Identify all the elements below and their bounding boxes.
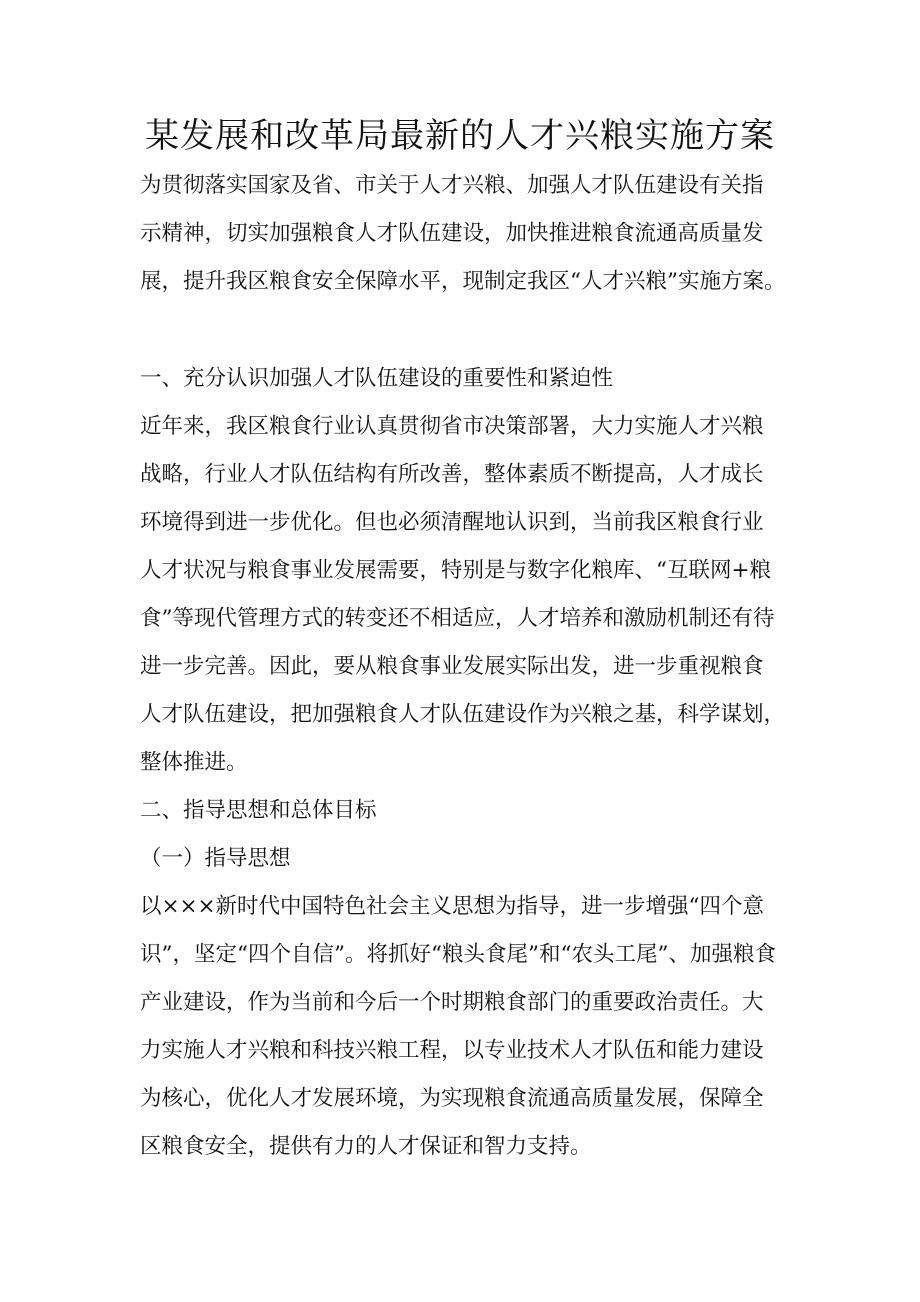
paragraph-line: 人才队伍建设，把加强粮食人才队伍建设作为兴粮之基，科学谋划， — [140, 702, 786, 727]
paragraph-line: 近年来，我区粮食行业认真贯彻省市决策部署，大力实施人才兴粮 — [140, 414, 764, 439]
paragraph-line: 人才状况与粮食事业发展需要，特别是与数字化粮库、“互联网+粮 — [140, 558, 772, 583]
paragraph-line: 力实施人才兴粮和科技兴粮工程，以专业技术人才队伍和能力建设 — [140, 1038, 764, 1063]
document-title: 某发展和改革局最新的人才兴粮实施方案 — [145, 116, 775, 156]
paragraph-line: 整体推进。 — [140, 750, 248, 775]
paragraph-line: 区粮食安全，提供有力的人才保证和智力支持。 — [140, 1134, 592, 1159]
section-heading: 一、充分认识加强人才队伍建设的重要性和紧迫性 — [140, 366, 614, 391]
paragraph-line: 环境得到进一步优化。但也必须清醒地认识到，当前我区粮食行业 — [140, 510, 764, 535]
intro-line: 示精神，切实加强粮食人才队伍建设，加快推进粮食流通高质量发 — [140, 221, 764, 246]
paragraph-line: 战略，行业人才队伍结构有所改善，整体素质不断提高，人才成长 — [140, 462, 764, 487]
paragraph-line: 食”等现代管理方式的转变还不相适应，人才培养和激励机制还有待 — [140, 606, 775, 631]
paragraph-line: 进一步完善。因此，要从粮食事业发展实际出发，进一步重视粮食 — [140, 654, 764, 679]
subsection-heading: （一）指导思想 — [140, 846, 291, 871]
paragraph-line: 以×××新时代中国特色社会主义思想为指导，进一步增强“四个意 — [140, 894, 765, 919]
intro-line: 为贯彻落实国家及省、市关于人才兴粮、加强人才队伍建设有关指 — [140, 173, 764, 198]
paragraph-line: 识”，坚定“四个自信”。将抓好“粮头食尾”和“农头工尾”、加强粮食 — [140, 942, 776, 967]
intro-line: 展，提升我区粮食安全保障水平，现制定我区“人才兴粮”实施方案。 — [140, 269, 786, 294]
paragraph-line: 为核心，优化人才发展环境，为实现粮食流通高质量发展，保障全 — [140, 1086, 764, 1111]
section-heading: 二、指导思想和总体目标 — [140, 798, 377, 823]
paragraph-line: 产业建设，作为当前和今后一个时期粮食部门的重要政治责任。大 — [140, 990, 764, 1015]
